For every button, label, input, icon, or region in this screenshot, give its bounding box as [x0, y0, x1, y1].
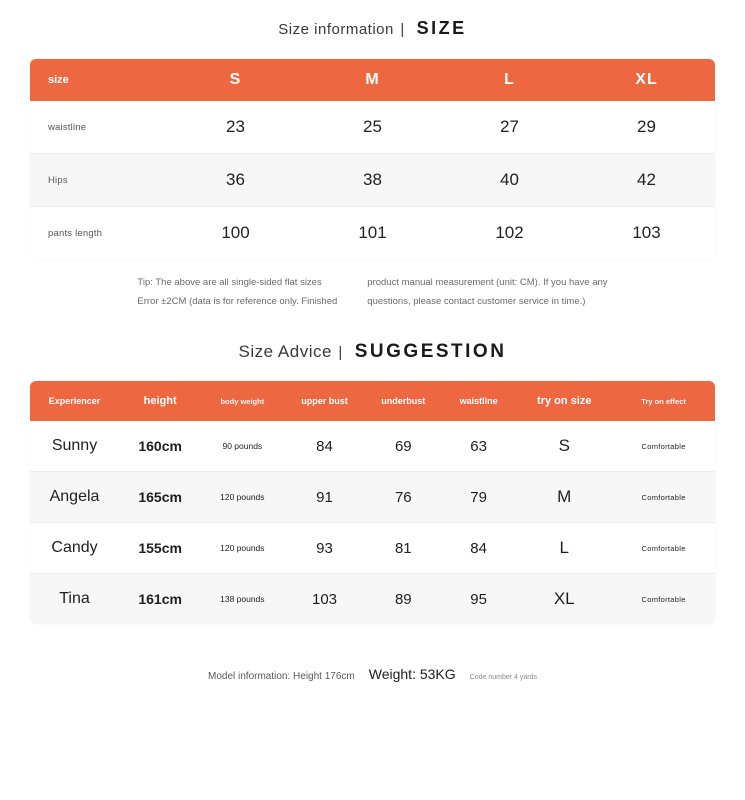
- cell-upper-bust-angela: 91: [283, 472, 365, 523]
- row-label-pants-length: pants length: [48, 227, 103, 239]
- cell-waistline-s: 23: [167, 101, 304, 154]
- cell-name-candy: Candy: [30, 523, 119, 574]
- cell-waistline-candy: 84: [441, 523, 516, 574]
- table-row: [30, 421, 715, 472]
- cell-height-angela: 165cm: [119, 472, 201, 523]
- table-header-row: [30, 381, 715, 421]
- size-advice-table-container: [30, 381, 715, 624]
- table-row: [30, 523, 715, 574]
- cell-try-on-effect-sunny: Comfortable: [612, 421, 715, 472]
- advice-header-experiencer: Experiencer: [48, 396, 101, 406]
- cell-upper-bust-sunny: 84: [283, 421, 365, 472]
- size-table-header: [30, 59, 715, 101]
- cell-hips-s: 36: [167, 154, 304, 207]
- size-header-s: S: [229, 71, 242, 88]
- tip-line-3: Error ±2CM (data is for reference only. Finished: [137, 296, 338, 307]
- size-table: [30, 59, 715, 259]
- footer-model-info: Model information: Height 176cm: [208, 671, 355, 682]
- cell-waistline-xl: 29: [578, 101, 715, 154]
- table-row: [30, 574, 715, 625]
- cell-try-on-effect-angela: Comfortable: [612, 472, 715, 523]
- cell-waistline-l: 27: [441, 101, 578, 154]
- advice-header-underbust: underbust: [381, 396, 426, 406]
- size-advice-title: [0, 311, 745, 363]
- advice-header-upper-bust: upper bust: [301, 396, 348, 406]
- tip-line-1: Tip: The above are all single-sided flat sizes: [137, 277, 322, 288]
- advice-header-height: height: [143, 395, 177, 407]
- cell-pants-length-l: 102: [495, 223, 524, 242]
- advice-header-try-on-effect: Try on effect: [641, 396, 686, 406]
- measurement-tip: [30, 273, 715, 311]
- cell-name-angela: Angela: [30, 472, 119, 523]
- cell-height-candy: 155cm: [119, 523, 201, 574]
- table-header-row: [30, 59, 715, 101]
- cell-underbust-candy: 81: [366, 523, 441, 574]
- model-information-footer: [0, 624, 745, 696]
- cell-try-on-effect-tina: Comfortable: [641, 594, 686, 604]
- cell-weight-sunny: 90 pounds: [201, 421, 283, 472]
- size-title-separator: |: [400, 21, 405, 38]
- cell-hips-m: 38: [304, 154, 441, 207]
- size-advice-table: [30, 381, 715, 624]
- cell-try-on-size-sunny: S: [516, 421, 612, 472]
- cell-weight-tina: 138 pounds: [220, 594, 265, 604]
- size-title-en: SIZE: [416, 18, 467, 38]
- cell-upper-bust-candy: 93: [283, 523, 365, 574]
- footer-code-number: Code number 4 yards: [469, 674, 537, 681]
- table-row: [30, 472, 715, 523]
- cell-pants-length-m: 101: [358, 223, 387, 242]
- advice-header-try-on-size: try on size: [537, 395, 592, 407]
- cell-hips-xl: 42: [578, 154, 715, 207]
- cell-weight-angela: 120 pounds: [201, 472, 283, 523]
- cell-height-tina: 161cm: [138, 591, 182, 607]
- cell-name-tina: Tina: [59, 590, 90, 607]
- size-table-body: [30, 101, 715, 259]
- table-row: [30, 101, 715, 154]
- advice-title-en: SUGGESTION: [354, 341, 507, 362]
- size-title-cn: Size information: [278, 21, 394, 38]
- table-row: [30, 154, 715, 207]
- tip-right-column: [367, 273, 607, 311]
- cell-height-sunny: 160cm: [119, 421, 201, 472]
- cell-waistline-tina: 95: [470, 590, 487, 608]
- cell-pants-length-s: 100: [221, 223, 250, 242]
- advice-table-body: [30, 421, 715, 624]
- advice-table-header: [30, 381, 715, 421]
- tip-line-4: questions, please contact customer service in time.): [367, 296, 586, 307]
- advice-title-cn: Size Advice: [238, 342, 332, 361]
- size-table-container: [30, 59, 715, 259]
- size-header-m: M: [365, 71, 380, 88]
- advice-title-separator: |: [338, 344, 343, 361]
- size-header-l: L: [504, 71, 515, 88]
- cell-waistline-m: 25: [304, 101, 441, 154]
- cell-hips-l: 40: [441, 154, 578, 207]
- cell-underbust-tina: 89: [394, 590, 412, 608]
- row-label-waistline: waistline: [30, 101, 167, 154]
- tip-line-2: product manual measurement (unit: CM). If you have any: [367, 277, 608, 288]
- cell-try-on-size-angela: M: [516, 472, 612, 523]
- cell-waistline-sunny: 63: [441, 421, 516, 472]
- size-header-xl: XL: [635, 71, 658, 88]
- cell-underbust-sunny: 69: [366, 421, 441, 472]
- advice-header-waistline: waistline: [459, 396, 498, 406]
- cell-pants-length-xl: 103: [632, 223, 661, 242]
- cell-weight-candy: 120 pounds: [201, 523, 283, 574]
- row-label-hips: Hips: [30, 154, 167, 207]
- advice-header-body-weight: body weight: [220, 396, 265, 406]
- cell-name-sunny: Sunny: [30, 421, 119, 472]
- cell-try-on-size-tina: XL: [553, 589, 575, 608]
- cell-try-on-effect-candy: Comfortable: [612, 523, 715, 574]
- table-row: [30, 207, 715, 260]
- cell-underbust-angela: 76: [366, 472, 441, 523]
- size-header-label: size: [48, 74, 69, 86]
- footer-weight: Weight: 53KG: [368, 666, 456, 682]
- tip-left-column: [137, 273, 337, 311]
- size-information-title: [0, 0, 745, 39]
- cell-try-on-size-candy: L: [516, 523, 612, 574]
- cell-upper-bust-tina: 103: [312, 590, 338, 608]
- cell-waistline-angela: 79: [441, 472, 516, 523]
